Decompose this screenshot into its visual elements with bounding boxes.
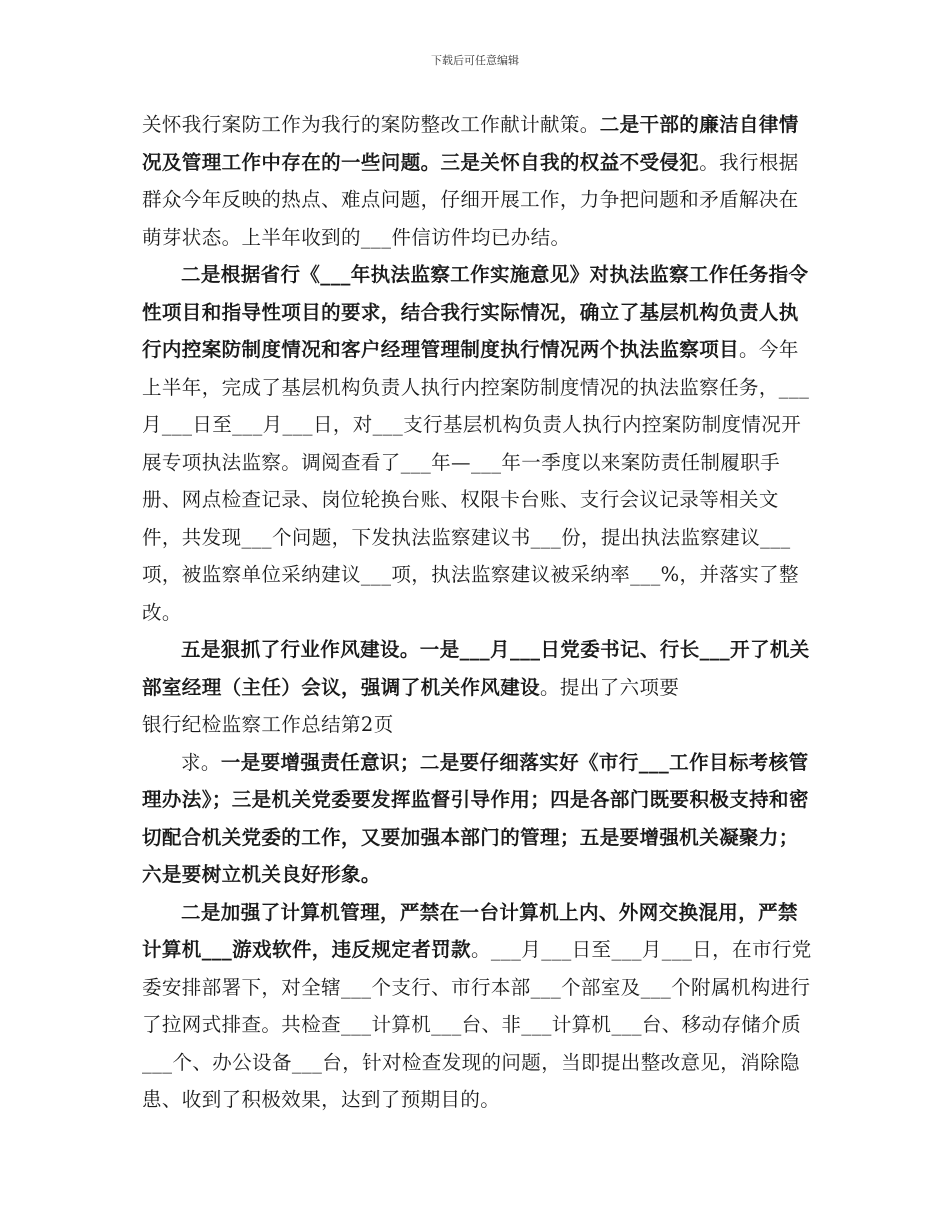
paragraph	[142, 744, 814, 894]
bold-text-run: 二是根据省行《___年执法监察工作实施意见》对执法监察工作任务指令性项目和指导性项目的要求，结合我行实际情况，确立了基层机构负责人执行内控案防制度情况和客户经理管理制度执行情况两个执法监察项目	[142, 263, 809, 361]
text-run: 关怀我行案防工作为我行的案防整改工作献计献策。	[142, 113, 600, 136]
text-run: 。今年上半年，完成了基层机构负责人执行内控案防制度情况的执法监察任务，___月___日至___月___日，对___支行基层机构负责人执行内控案防制度情况开展专项执法监察。调阅查看了___年—___年一季度以来案防责任制履职手册、网点检查记录、岗位轮换台账、权限卡台账、支行会议记录等相关文件，共发现___个问题，下发执法监察建议书___份，提出执法监察建议___项，被监察单位采纳建议___项，执法监察建议被采纳率___%，并落实了整改。	[142, 338, 810, 624]
paragraph	[142, 256, 814, 631]
bold-text-run: 二是干部的廉洁自律情况及管理工作中存在的一些问题。三是关怀自我的权益不受侵犯	[142, 113, 799, 174]
document-body	[142, 106, 814, 1119]
text-run: 。提出了六项要	[540, 675, 680, 699]
bold-text-run: 二是加强了计算机管理，严禁在一台计算机上内、外网交换混用，严禁计算机___游戏软件，违反规定者罚款	[142, 900, 798, 961]
paragraph	[142, 894, 814, 1119]
bold-text-run: 一是要增强责任意识；二是要仔细落实好《市行___工作目标考核管理办法》；三是机关党委要发挥监督引导作用；四是各部门既要积极支持和密切配合机关党委的工作，又要加强本部门的管理；五是要增强机关凝聚力；六是要树立机关良好形象。	[142, 750, 809, 886]
section-subtitle	[142, 706, 814, 744]
bold-text-run: 五是狠抓了行业作风建设。一是___月___日党委书记、行长___开了机关部室经理（主任）会议，强调了机关作风建设	[142, 638, 810, 699]
paragraph	[142, 106, 814, 256]
paragraph	[142, 631, 814, 706]
text-run: 。我行根据群众今年反映的热点、难点问题，仔细开展工作，力争把问题和矛盾解决在萌芽状态。上半年收到的___件信访件均已办结。	[142, 150, 799, 249]
page-header: 下载后可任意编辑	[431, 54, 519, 67]
text-run: 。___月___日至___月___日，在市行党委安排部署下，对全辖___个支行、市行本部___个部室及___个附属机构进行了拉网式排查。共检查___计算机___台、非___计算机___台、移动存储介质___个、办公设备___台，针对检查发现的问题，当即提出整改意见，消除隐患、收到了积极效果，达到了预期目的。	[142, 938, 812, 1111]
text-run: 求。	[181, 750, 221, 774]
text-run: 银行纪检监察工作总结第2页	[142, 713, 394, 736]
